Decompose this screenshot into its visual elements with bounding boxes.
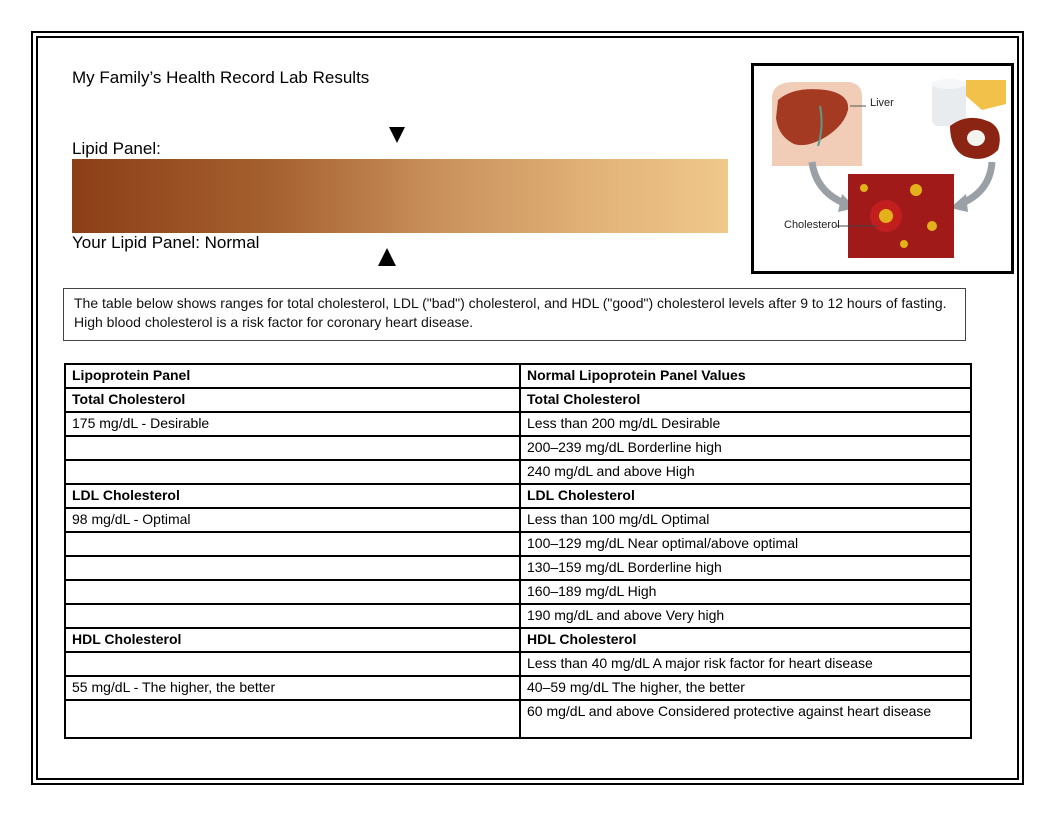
table-header-row [65,364,971,388]
table-row [65,604,971,628]
table-header-cell: Normal Lipoprotein Panel Values [520,364,971,388]
table-section-row [65,628,971,652]
table-row [65,508,971,532]
result-cell: Total Cholesterol [65,388,520,412]
cholesterol-label: Cholesterol [784,219,840,231]
result-cell [65,652,520,676]
reference-range-cell: 60 mg/dL and above Considered protective against heart disease [520,700,971,738]
reference-range-cell: 100–129 mg/dL Near optimal/above optimal [520,532,971,556]
table-header-cell: Lipoprotein Panel [65,364,520,388]
table-section-row [65,484,971,508]
table-row [65,532,971,556]
scale-marker-bottom-icon [378,248,396,266]
result-cell: 175 mg/dL - Desirable [65,412,520,436]
reference-range-cell: Less than 40 mg/dL A major risk factor for heart disease [520,652,971,676]
scale-marker-top-icon [389,127,405,143]
reference-range-cell: Less than 100 mg/dL Optimal [520,508,971,532]
lipid-gradient-scale [72,159,728,233]
reference-range-cell: 200–239 mg/dL Borderline high [520,436,971,460]
reference-range-cell: HDL Cholesterol [520,628,971,652]
liver-label: Liver [870,97,894,109]
result-cell [65,556,520,580]
result-cell: LDL Cholesterol [65,484,520,508]
reference-range-cell: LDL Cholesterol [520,484,971,508]
reference-range-cell: Total Cholesterol [520,388,971,412]
table-row [65,556,971,580]
result-cell [65,604,520,628]
reference-range-cell: 240 mg/dL and above High [520,460,971,484]
lipoprotein-table [64,363,972,739]
result-cell [65,460,520,484]
reference-range-cell: 130–159 mg/dL Borderline high [520,556,971,580]
table-row [65,436,971,460]
lipid-panel-label: Lipid Panel: [72,139,161,158]
table-row [65,412,971,436]
table-row [65,460,971,484]
result-cell [65,436,520,460]
reference-range-cell: 160–189 mg/dL High [520,580,971,604]
result-cell [65,532,520,556]
reference-range-cell: 40–59 mg/dL The higher, the better [520,676,971,700]
cholesterol-illustration [751,63,1014,274]
table-row [65,652,971,676]
result-cell [65,700,520,738]
result-cell: HDL Cholesterol [65,628,520,652]
result-cell: 98 mg/dL - Optimal [65,508,520,532]
lipid-panel-result: Your Lipid Panel: Normal [72,233,260,252]
result-cell: 55 mg/dL - The higher, the better [65,676,520,700]
table-section-row [65,388,971,412]
table-row [65,580,971,604]
page-title: My Family’s Health Record Lab Results [72,68,370,87]
result-cell [65,580,520,604]
table-row [65,700,971,738]
table-row [65,676,971,700]
reference-range-cell: Less than 200 mg/dL Desirable [520,412,971,436]
intro-text: The table below shows ranges for total cholesterol, LDL ("bad") cholesterol, and HDL ("good") cholesterol levels after 9 to 12 hours of fasting. High blood cholesterol is a risk factor for coronary heart disease. [63,288,966,341]
reference-range-cell: 190 mg/dL and above Very high [520,604,971,628]
